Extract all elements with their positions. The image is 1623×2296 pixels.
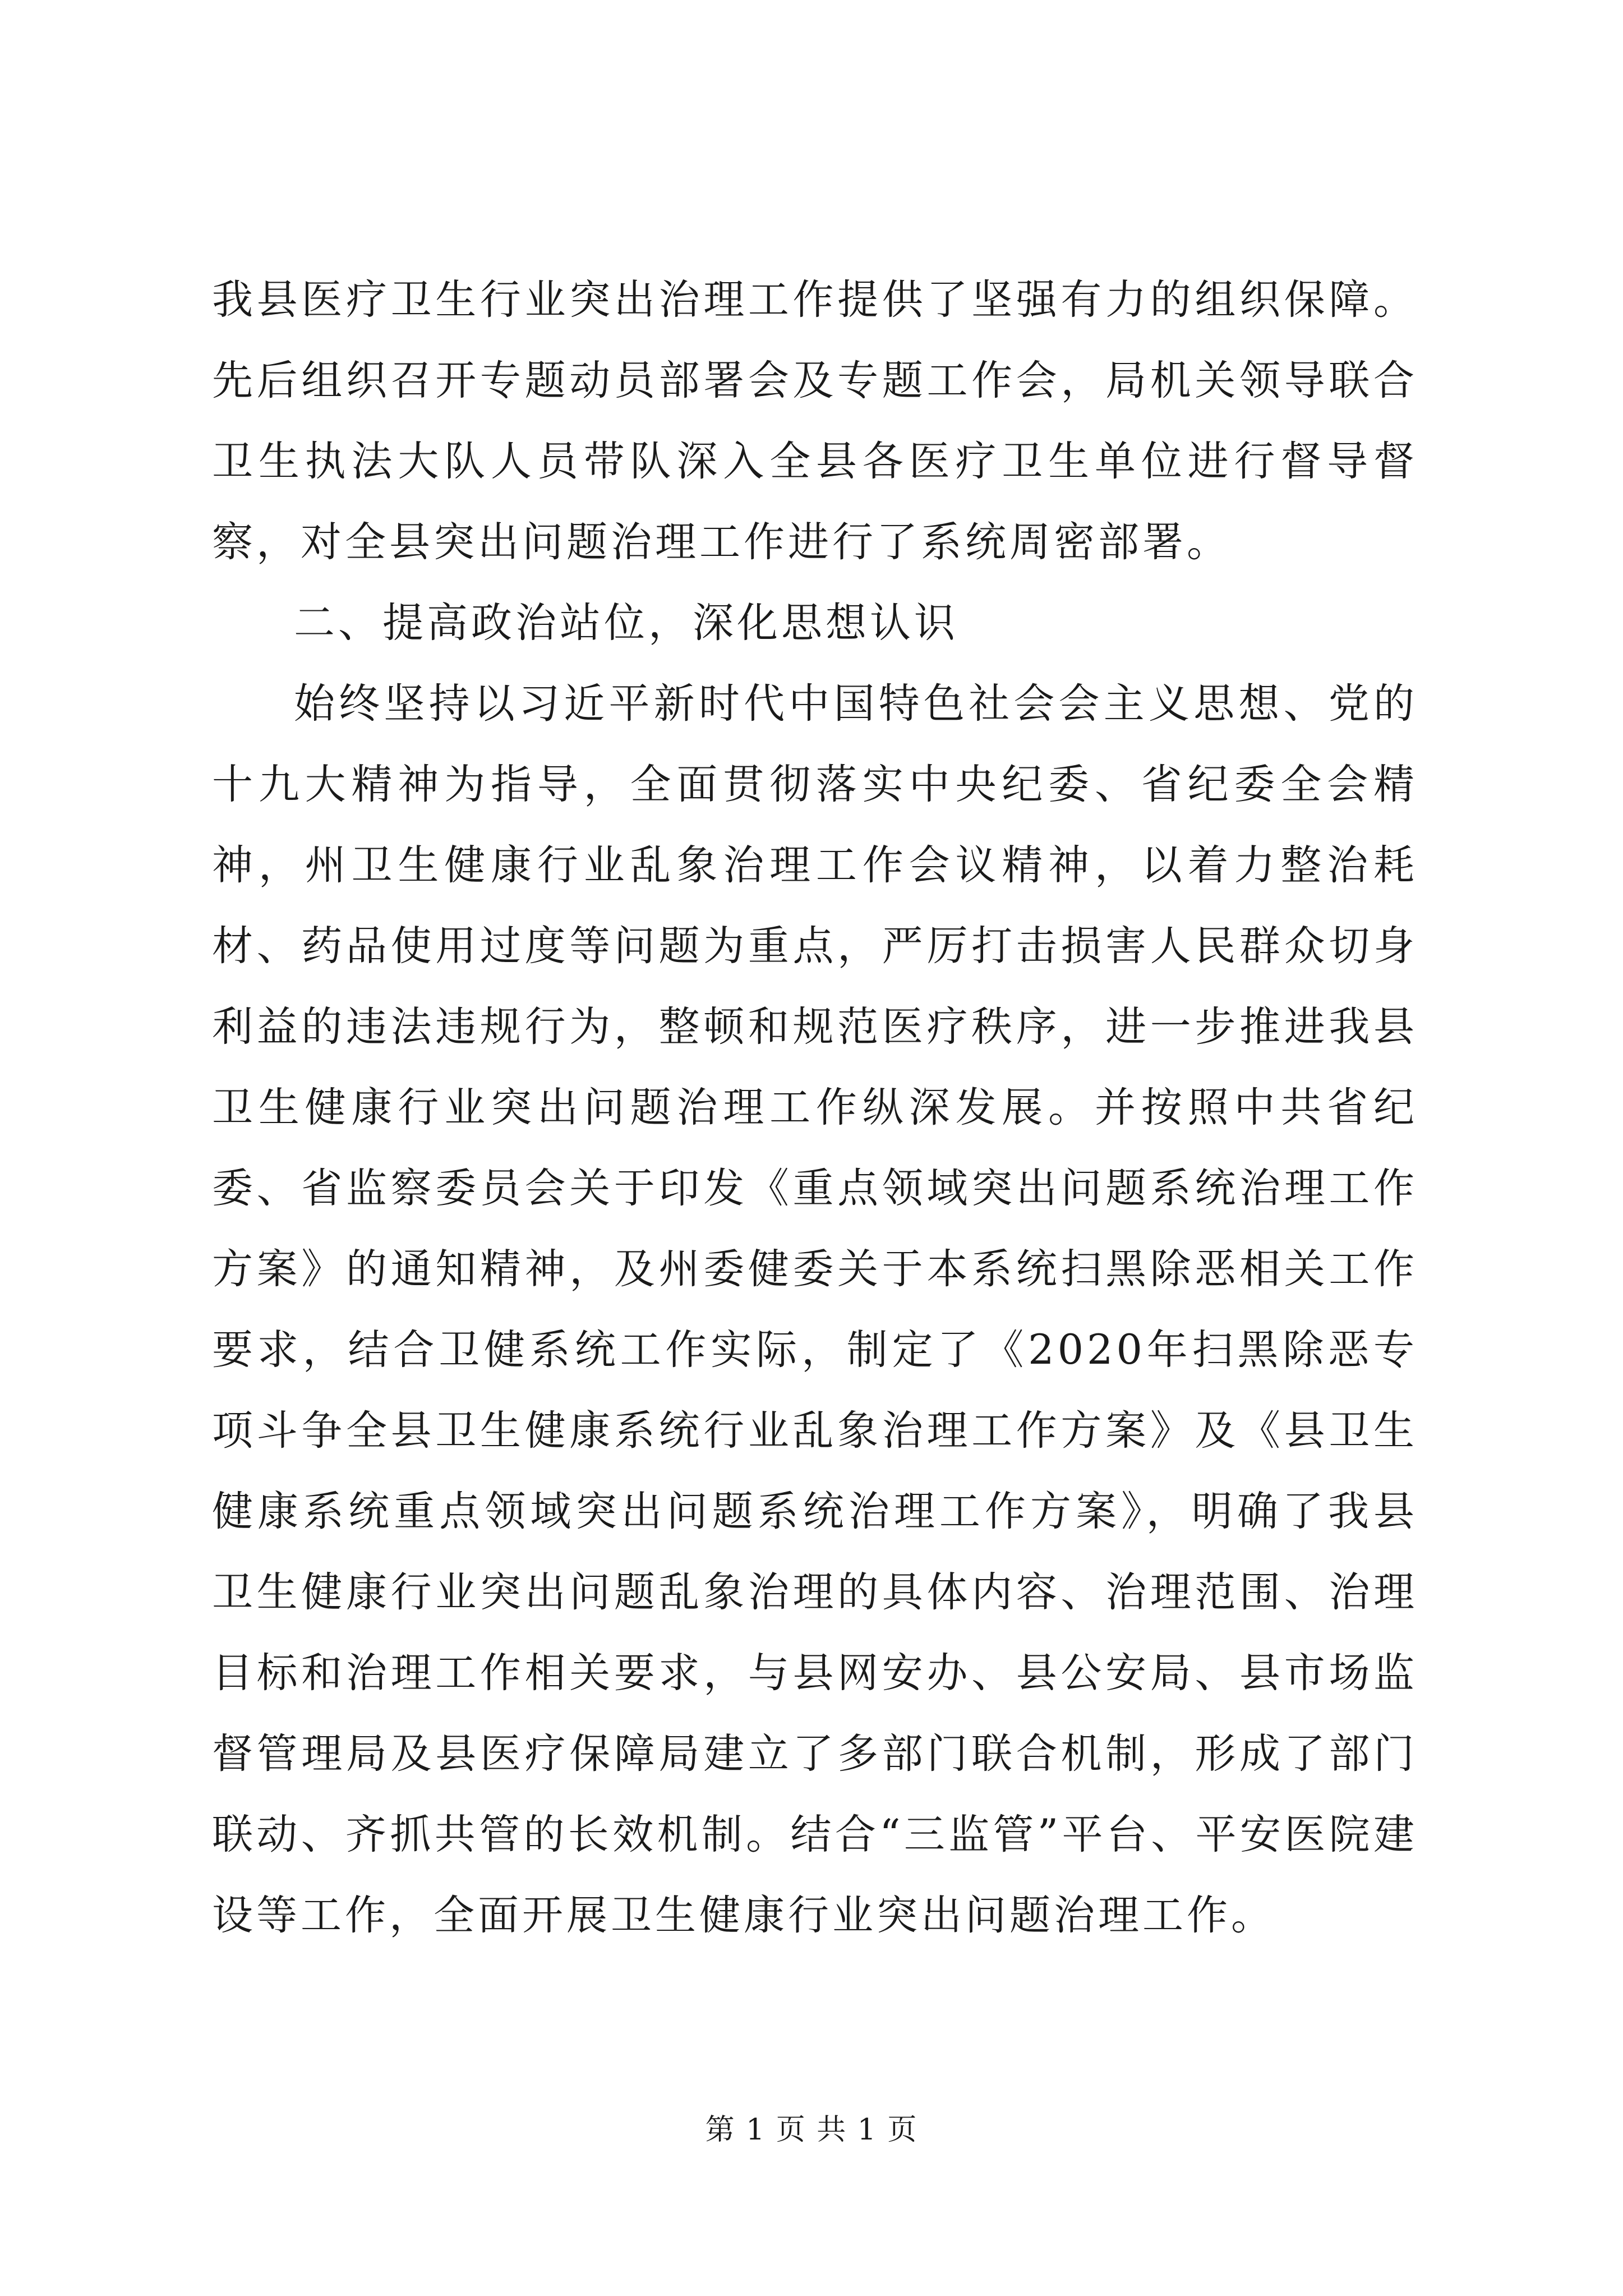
paragraph-body: 始终坚持以习近平新时代中国特色社会会主义思想、党的十九大精神为指导，全面贯彻落实中央纪委、省纪委全会精神，州卫生健康行业乱象治理工作会议精神，以着力整治耗材、药品使用过度等问题为重点，严厉打击损害人民群众切身利益的违法违规行为，整顿和规范医疗秩序，进一步推进我县卫生健康行业突出问题治理工作纵深发展。并按照中共省纪委、省监察委员会关于印发《重点领域突出问题系统治理工作方案》的通知精神，及州委健委关于本系统扫黑除恶相关工作要求，结合卫健系统工作实际，制定了《2020年扫黑除恶专项斗争全县卫生健康系统行业乱象治理工作方案》及《县卫生健康系统重点领域突出问题系统治理工作方案》，明确了我县卫生健康行业突出问题乱象治理的具体内容、治理范围、治理目标和治理工作相关要求，与县网安办、县公安局、县市场监督管理局及县医疗保障局建立了多部门联合机制，形成了部门联动、齐抓共管的长效机制。结合“三监管”平台、平安医院建设等工作，全面开展卫生健康行业突出问题治理工作。	[212, 680, 1418, 1939]
section-heading: 二、提高政治站位，深化思想认识	[294, 599, 958, 647]
page-footer: 第 1 页 共 1 页	[705, 2113, 918, 2147]
paragraph-continuation: 我县医疗卫生行业突出治理工作提供了坚强有力的组织保障。先后组织召开专题动员部署会及专题工作会，局机关领导联合卫生执法大队人员带队深入全县各医疗卫生单位进行督导督察，对全县突出问题治理工作进行了系统周密部署。	[212, 276, 1418, 566]
body-text	[212, 260, 1418, 1956]
